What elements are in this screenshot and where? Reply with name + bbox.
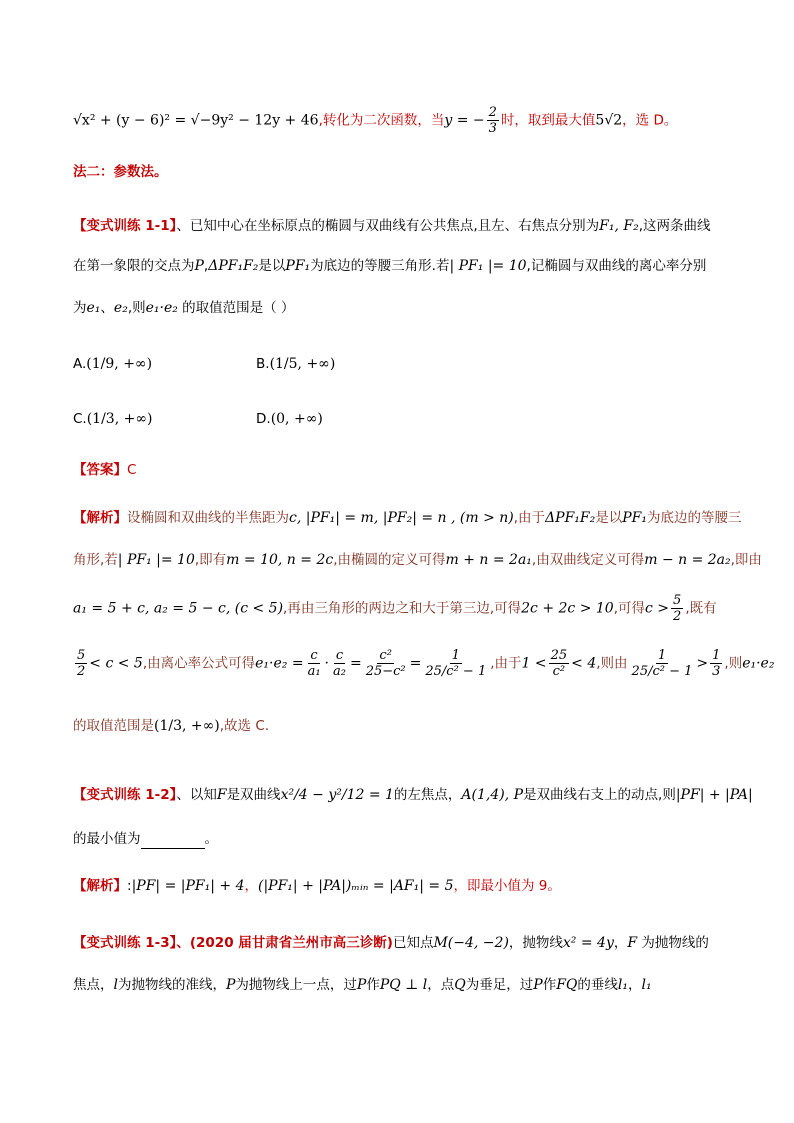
denominator: a₂ [333, 664, 346, 679]
exercise-1-2-solution [73, 876, 561, 896]
text: : [127, 878, 132, 894]
math: l₁ [641, 977, 652, 993]
analysis-line-1 [73, 508, 742, 528]
text: 焦点， [73, 977, 114, 993]
numerator: 1 [451, 648, 460, 663]
option-label: D. [256, 411, 271, 427]
text: ,记椭圆与双曲线的离心率分别 [526, 258, 707, 274]
exercise-tag: 【变式训练 1-3】 [73, 935, 177, 951]
text: ,故选 C. [219, 718, 270, 734]
text: 为抛物线的准线， [117, 977, 226, 993]
text: 作 [542, 977, 557, 993]
text: 是双曲线右支上的动点,则 [523, 787, 676, 803]
math: e₁·e₂ [742, 655, 775, 672]
math: < 4 [571, 655, 597, 672]
fraction-c-a2 [331, 648, 348, 679]
numerator: 5 [673, 593, 682, 608]
option-value: (1/3, +∞) [86, 411, 153, 427]
text: 在第一象限的交点为 [73, 258, 195, 274]
math: P [356, 977, 367, 993]
numerator: 1 [712, 648, 721, 663]
text: 设椭圆和双曲线的半焦距为 [127, 510, 289, 526]
text: 的最小值为 [73, 831, 141, 847]
fraction [487, 105, 499, 136]
math: PF₁ [622, 510, 647, 526]
numerator: 2 [488, 105, 497, 120]
text: ,则由 [596, 655, 628, 672]
analysis-line-2 [73, 550, 762, 570]
fraction-1-3 [710, 648, 722, 679]
math: FQ [556, 977, 578, 993]
denominator: 2 [673, 609, 682, 624]
text: 为垂足，过 [465, 977, 534, 993]
text: 是以 [595, 510, 623, 526]
formula-line [73, 105, 677, 136]
fraction-compound [423, 648, 488, 679]
text: ,即由 [730, 552, 762, 568]
text: 、 [100, 300, 114, 316]
option-value: (1/9, +∞) [86, 356, 153, 372]
math: l₁ [617, 977, 628, 993]
text: ,由于 [513, 510, 546, 526]
math: x² = 4y [562, 935, 614, 951]
text: ,由双曲线定义可得 [531, 552, 645, 568]
math: PF₁ [285, 258, 311, 274]
analysis-tag: 【解析】 [73, 878, 127, 894]
text: 为抛物线上一点，过 [235, 977, 357, 993]
text: ， [244, 878, 258, 894]
math: M(−4, −2) [433, 935, 509, 951]
math: PQ ⊥ l [379, 977, 428, 993]
numerator: c [310, 648, 318, 663]
math: m − n = 2a₂ [644, 552, 731, 568]
exercise-1-2-line-2 [73, 829, 218, 849]
math: A(1,4), P [461, 787, 524, 803]
math: ΔPF₁F₂ [545, 510, 596, 526]
exercise-1-1-line-3 [73, 298, 294, 318]
math: 1 < [521, 655, 547, 672]
text: 的左焦点， [393, 787, 462, 803]
exercise-1-3-line-2 [73, 975, 652, 995]
text: ，点 [427, 977, 455, 993]
text: ,这两条曲线 [638, 218, 711, 234]
option-label: C. [73, 411, 87, 427]
text: 为底边的等腰三角形.若 [310, 258, 450, 274]
answer-tag: 【答案】 [73, 462, 127, 478]
max-value: 5√2 [595, 112, 623, 129]
math: e₁ [86, 300, 101, 316]
denominator: 25/c² − 1 [631, 664, 693, 679]
text: ,由离心率公式可得 [142, 655, 256, 672]
numerator: 25 [550, 648, 568, 663]
text: 的取值范围是 [73, 718, 154, 734]
option-b [256, 354, 335, 374]
text: ，即最小值为 9。 [453, 878, 561, 894]
math: m + n = 2a₁ [445, 552, 532, 568]
option-d [256, 409, 323, 429]
denominator: 25/c² − 1 [425, 664, 487, 679]
math: F [216, 787, 227, 803]
text: 。 [204, 831, 218, 847]
text: ， [613, 935, 628, 951]
text: 作 [366, 977, 380, 993]
math: F₁, F₂ [599, 218, 639, 234]
text: 的取值范围是（ ） [177, 300, 295, 316]
text: 是以 [258, 258, 286, 274]
text: 为底边的等腰三 [647, 510, 742, 526]
text: 为 [73, 300, 87, 316]
text: ， [627, 977, 642, 993]
math: > [696, 655, 709, 672]
option-value: (0, +∞) [270, 411, 323, 427]
text: ，选 D。 [622, 112, 678, 129]
math: e₁·e₂ = [255, 655, 304, 672]
math: 2c + 2c > 10 [521, 600, 614, 617]
math: P [194, 258, 204, 274]
exercise-1-1-line-2 [73, 256, 706, 276]
answer-line [73, 460, 136, 480]
text: ,则 [127, 300, 146, 316]
option-c [73, 409, 152, 429]
math: = [409, 655, 422, 672]
denominator: 2 [77, 664, 86, 679]
math: l [113, 977, 118, 993]
text: 、已知中心在坐标原点的椭圆与双曲线有公共焦点,且左、右焦点分别为 [176, 218, 600, 234]
text: 、以知 [176, 787, 217, 803]
fraction-25-c2 [549, 648, 570, 679]
denominator: 25−c² [365, 664, 406, 679]
fraction-c2 [364, 648, 408, 679]
math: (|PF₁| + |PA|)ₘᵢₙ = |AF₁| = 5 [257, 878, 454, 894]
text: 已知点 [392, 935, 434, 951]
math: c > [645, 600, 670, 617]
option-a [73, 354, 152, 374]
analysis-line-5 [73, 716, 269, 736]
analysis-line-3 [73, 593, 717, 624]
distance-expression: √x² + (y − 6)² = √−9y² − 12y + 46 [73, 112, 319, 129]
text: ,由椭圆的定义可得 [333, 552, 446, 568]
math: y = − [444, 112, 485, 129]
numerator: c [335, 648, 344, 663]
text: 的垂线 [577, 977, 618, 993]
math: P [533, 977, 543, 993]
text: ，抛物线 [508, 935, 563, 951]
math: m = 10, n = 2c [226, 552, 334, 568]
math: · [324, 655, 329, 672]
denominator: 3 [712, 664, 721, 679]
math: |PF| = |PF₁| + 4 [131, 878, 245, 894]
text: 为抛物线的 [637, 935, 709, 951]
hyperbola-equation: x²/4 − y²/12 = 1 [280, 787, 394, 803]
answer-value: C [127, 462, 137, 478]
text: 角形,若 [73, 552, 118, 568]
exercise-1-3-line-1 [73, 933, 709, 953]
text: ,既有 [685, 600, 717, 617]
math: e₁·e₂ [145, 300, 178, 316]
math: a₁ = 5 + c, a₂ = 5 − c, (c < 5) [73, 600, 284, 617]
fraction [75, 648, 87, 679]
text: ,转化为二次函数，当 [318, 112, 445, 129]
math: P [225, 977, 236, 993]
fraction [671, 593, 683, 624]
math: Q [454, 977, 466, 993]
fraction-compound-2 [630, 648, 695, 679]
denominator: c² [552, 664, 566, 679]
method-two-heading: 法二：参数法。 [73, 164, 168, 180]
analysis-line-4 [73, 648, 774, 679]
text: ,再由三角形的两边之和大于第三边,可得 [283, 600, 522, 617]
source: 、(2020 届甘肃省兰州市高三诊断) [176, 935, 393, 951]
numerator: c² [379, 648, 392, 663]
denominator: 3 [488, 121, 497, 136]
math: (1/3, +∞) [154, 718, 220, 734]
option-label: A. [73, 356, 87, 372]
text: 是双曲线 [226, 787, 281, 803]
numerator: 1 [657, 648, 667, 663]
exercise-tag: 【变式训练 1-2】 [73, 787, 177, 803]
denominator: a₁ [307, 664, 321, 679]
exercise-1-1-line-1 [73, 216, 711, 236]
math: = [349, 655, 362, 672]
math: |PF| + |PA| [675, 787, 753, 803]
math: | PF₁ |= 10 [449, 258, 527, 274]
text: , [203, 258, 209, 274]
numerator: 5 [77, 648, 86, 663]
analysis-tag: 【解析】 [73, 510, 127, 526]
math: e₂ [113, 300, 128, 316]
text: ,由于 [490, 655, 522, 672]
answer-blank[interactable] [141, 834, 205, 849]
option-value: (1/5, +∞) [269, 356, 336, 372]
math: c, |PF₁| = m, |PF₂| = n , (m > n) [289, 510, 514, 526]
text: 时，取到最大值 [500, 112, 596, 129]
math: | PF₁ |= 10 [117, 552, 195, 568]
text: ,即有 [194, 552, 227, 568]
math: < c < 5 [89, 655, 143, 672]
text: ,则 [724, 655, 743, 672]
text: ,可得 [613, 600, 646, 617]
math: F [627, 935, 638, 951]
math: ΔPF₁F₂ [208, 258, 259, 274]
exercise-tag: 【变式训练 1-1】 [73, 218, 177, 234]
fraction-c-a1 [306, 648, 323, 679]
exercise-1-2-line-1 [73, 785, 753, 805]
option-label: B. [256, 356, 270, 372]
